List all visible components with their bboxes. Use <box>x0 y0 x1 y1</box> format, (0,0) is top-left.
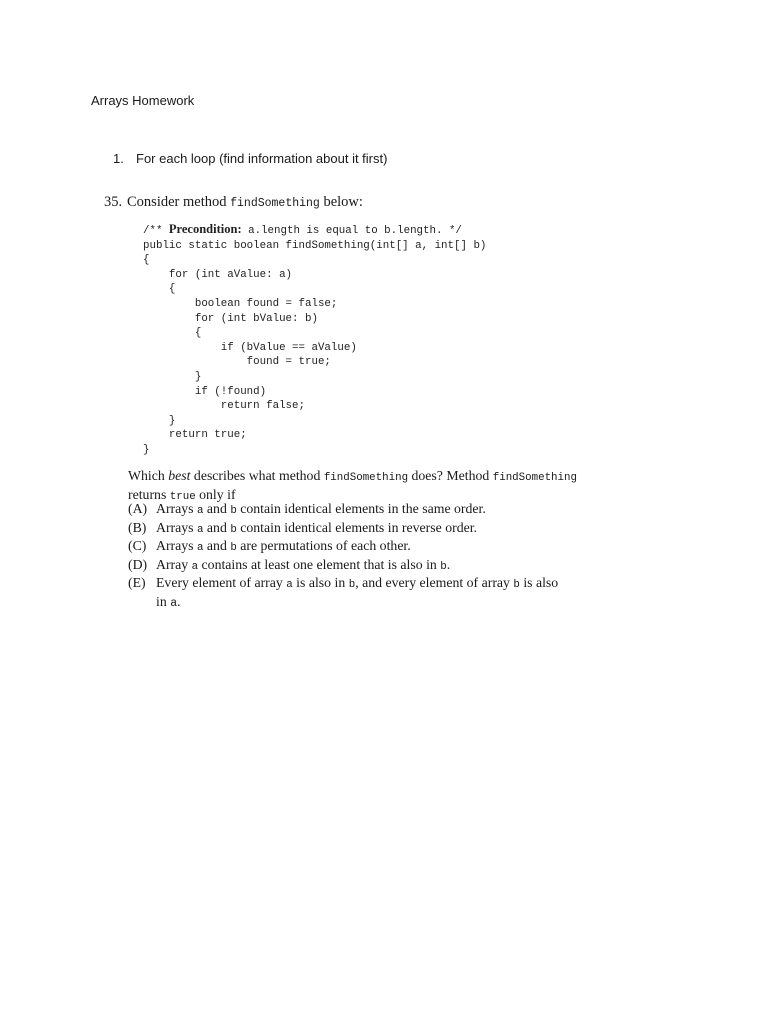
choice-a <box>128 501 598 520</box>
prompt-text: Which <box>128 468 169 483</box>
question-number: 35. <box>104 194 123 210</box>
code-line: if (!found) <box>143 385 267 398</box>
homework-item-1 <box>113 151 387 166</box>
code-line: for (int aValue: a) <box>143 268 293 281</box>
choice-e <box>128 575 598 594</box>
prompt-code: true <box>169 490 196 503</box>
answer-choices <box>128 501 598 612</box>
choice-text: Every element of array a is also in b, and every element of array b is also <box>156 575 559 591</box>
choice-label: (B) <box>128 519 147 535</box>
question-prompt <box>128 468 588 505</box>
code-precondition-text: a.length is equal to b.length. */ <box>241 225 462 237</box>
choice-text: Array a contains at least one element that is also in b. <box>156 556 451 573</box>
code-line: if (bValue == aValue) <box>143 341 357 354</box>
choice-c <box>128 538 598 557</box>
code-line: public static boolean findSomething(int[] a, int[] b) <box>143 239 487 252</box>
question-intro-after: below: <box>319 194 363 210</box>
choice-label: (D) <box>128 556 148 572</box>
choice-e-continuation: in a. <box>156 593 181 610</box>
prompt-text: returns <box>128 486 170 502</box>
code-line: for (int bValue: b) <box>143 312 318 325</box>
code-comment-open: /** <box>143 225 169 237</box>
prompt-text: only if <box>195 486 236 502</box>
prompt-text: does? Method <box>408 468 493 483</box>
code-line: { <box>143 327 202 340</box>
choice-label: (C) <box>128 538 147 553</box>
choice-text: Arrays a and b contain identical elements in reverse order. <box>156 519 477 536</box>
code-line: } <box>143 414 176 427</box>
question-method-name: findSomething <box>230 197 320 210</box>
question-intro-before: Consider method <box>127 194 231 210</box>
code-line: { <box>143 283 176 296</box>
choice-b <box>128 520 598 539</box>
choice-d <box>128 557 598 576</box>
code-line: return true; <box>143 429 247 442</box>
code-line: found = true; <box>143 356 331 369</box>
choice-label: (E) <box>128 575 146 590</box>
code-listing <box>143 222 486 458</box>
code-line: boolean found = false; <box>143 297 338 310</box>
code-line: return false; <box>143 400 305 413</box>
choice-text: Arrays a and b contain identical elements in the same order. <box>156 501 486 517</box>
prompt-code: findSomething <box>492 472 577 484</box>
code-line: } <box>143 443 150 456</box>
page-title: Arrays Homework <box>91 93 195 108</box>
choice-text: Arrays a and b are permutations of each other. <box>156 538 411 554</box>
prompt-emphasis: best <box>168 468 191 483</box>
prompt-text: describes what method <box>190 468 324 483</box>
item-number: 1. <box>113 151 124 166</box>
code-precondition-label: Precondition: <box>168 222 242 236</box>
prompt-code: findSomething <box>323 472 409 484</box>
item-text: For each loop (find information about it first) <box>136 151 388 166</box>
code-line: { <box>143 254 150 267</box>
choice-label: (A) <box>128 501 148 516</box>
question-header <box>104 194 363 211</box>
code-line: } <box>143 370 202 383</box>
